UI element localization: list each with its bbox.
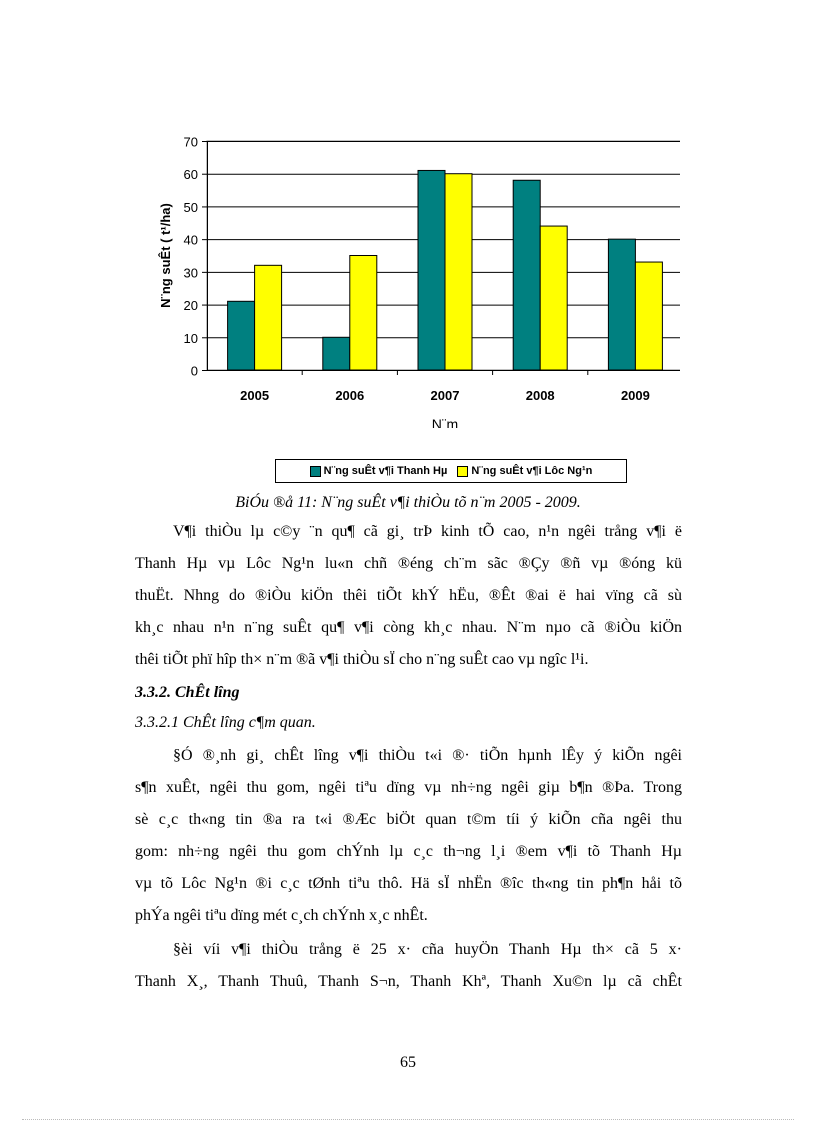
chart-legend <box>275 459 627 483</box>
text-line: §èi víi v¶i thiÒu trång ë 25 x· cña huyÖn Thanh Hµ th× cã 5 x· <box>173 941 682 958</box>
legend-label-thanh-ha: N¨ng suÊt v¶i Thanh Hµ <box>323 465 448 477</box>
bar-luc-ngan <box>255 265 282 370</box>
legend-item-luc-ngan <box>457 465 592 477</box>
bar-thanh-ha <box>608 239 635 370</box>
y-tick-label: 70 <box>183 134 198 150</box>
bar-thanh-ha <box>513 180 540 370</box>
text-line: V¶i thiÒu lµ c©y ¨n qu¶ cã gi¸ trÞ kinh tÕ cao, n¹n ngêi trång v¶i ë <box>173 523 682 540</box>
chart-caption: BiÓu ®å 11: N¨ng suÊt v¶i thiÒu tõ n¨m 2005 - 2009. <box>235 494 581 511</box>
bar-thanh-ha <box>418 170 445 370</box>
y-tick-label: 20 <box>183 298 198 314</box>
section-heading: 3.3.2. ChÊt lîng <box>135 684 240 701</box>
bar-thanh-ha <box>323 337 350 370</box>
bar-luc-ngan <box>540 226 567 370</box>
legend-swatch-thanh-ha <box>310 466 321 477</box>
bar-chart <box>140 128 680 428</box>
legend-swatch-luc-ngan <box>457 466 468 477</box>
text-line: thêi tiÕt phï hîp th× n¨m ®ã v¶i thiÒu sÏ cho n¨ng suÊt cao vµ ngîc l¹i. <box>135 651 589 668</box>
y-tick-label: 0 <box>190 363 198 379</box>
x-tick-label: 2007 <box>430 388 460 403</box>
x-tick-label: 2005 <box>240 388 270 403</box>
text-line: s¶n xuÊt, ngêi thu gom, ngêi tiªu dïng vµ nh÷ng ngêi giµ b¶n ®Þa. Trong <box>135 779 682 796</box>
text-line: Thanh Hµ vµ Lôc Ng¹n lu«n chñ ®éng ch¨m sãc ®Çy ®ñ vµ ®óng kü <box>135 555 682 572</box>
text-line: thuËt. Nhng do ®iÒu kiÖn thêi tiÕt khÝ hËu, ®Êt ®ai ë hai vïng cã sù <box>135 587 682 604</box>
y-tick-label: 30 <box>183 265 198 281</box>
text-line: Thanh X¸, Thanh Thuû, Thanh S¬n, Thanh Khª, Thanh Xu©n lµ cã chÊt <box>135 973 682 990</box>
legend-label-luc-ngan: N¨ng suÊt v¶i Lôc Ng¹n <box>471 465 593 477</box>
x-tick-label: 2009 <box>620 388 650 403</box>
text-line: phÝa ngêi tiªu dïng mét c¸ch chÝnh x¸c nhÊt. <box>135 907 428 924</box>
y-tick-label: 10 <box>183 330 198 346</box>
x-tick-label: 2008 <box>525 388 555 403</box>
text-line: vµ tõ Lôc Ng¹n ®i c¸c tØnh tiªu thô. Hä sÏ nhËn ®îc th«ng tin ph¶n håi tõ <box>135 875 682 892</box>
text-line: kh¸c nhau n¹n n¨ng suÊt qu¶ v¶i còng kh¸c nhau. N¨m nµo cã ®iÒu kiÖn <box>135 619 682 636</box>
y-tick-label: 40 <box>183 232 198 248</box>
y-axis-label: N¨ng suÊt ( t¹/ha) <box>158 203 173 308</box>
subsection-heading: 3.3.2.1 ChÊt lîng c¶m quan. <box>135 714 316 731</box>
text-line: gom: nh÷ng ngêi thu gom chÝnh lµ c¸c th¬ng l¸i ®em v¶i tõ Thanh Hµ <box>135 843 682 860</box>
y-tick-label: 50 <box>183 199 198 215</box>
bar-thanh-ha <box>228 301 255 370</box>
page-number: 65 <box>400 1054 416 1071</box>
x-tick-label: 2006 <box>335 388 365 403</box>
text-line: sè c¸c th«ng tin ®a ra t«i ®Æc biÖt quan t©m tíi ý kiÕn cña ngêi thu <box>135 811 682 828</box>
bottom-dotted-rule <box>22 1119 794 1120</box>
y-tick-label: 60 <box>183 167 198 183</box>
text-line: §Ó ®¸nh gi¸ chÊt lîng v¶i thiÒu t«i ®· tiÕn hµnh lÊy ý kiÕn ngêi <box>173 747 682 764</box>
bar-luc-ngan <box>350 256 377 371</box>
legend-item-thanh-ha <box>310 465 448 477</box>
x-axis-label: N¨m <box>431 416 459 428</box>
bar-luc-ngan <box>445 174 472 370</box>
bar-luc-ngan <box>635 262 662 370</box>
